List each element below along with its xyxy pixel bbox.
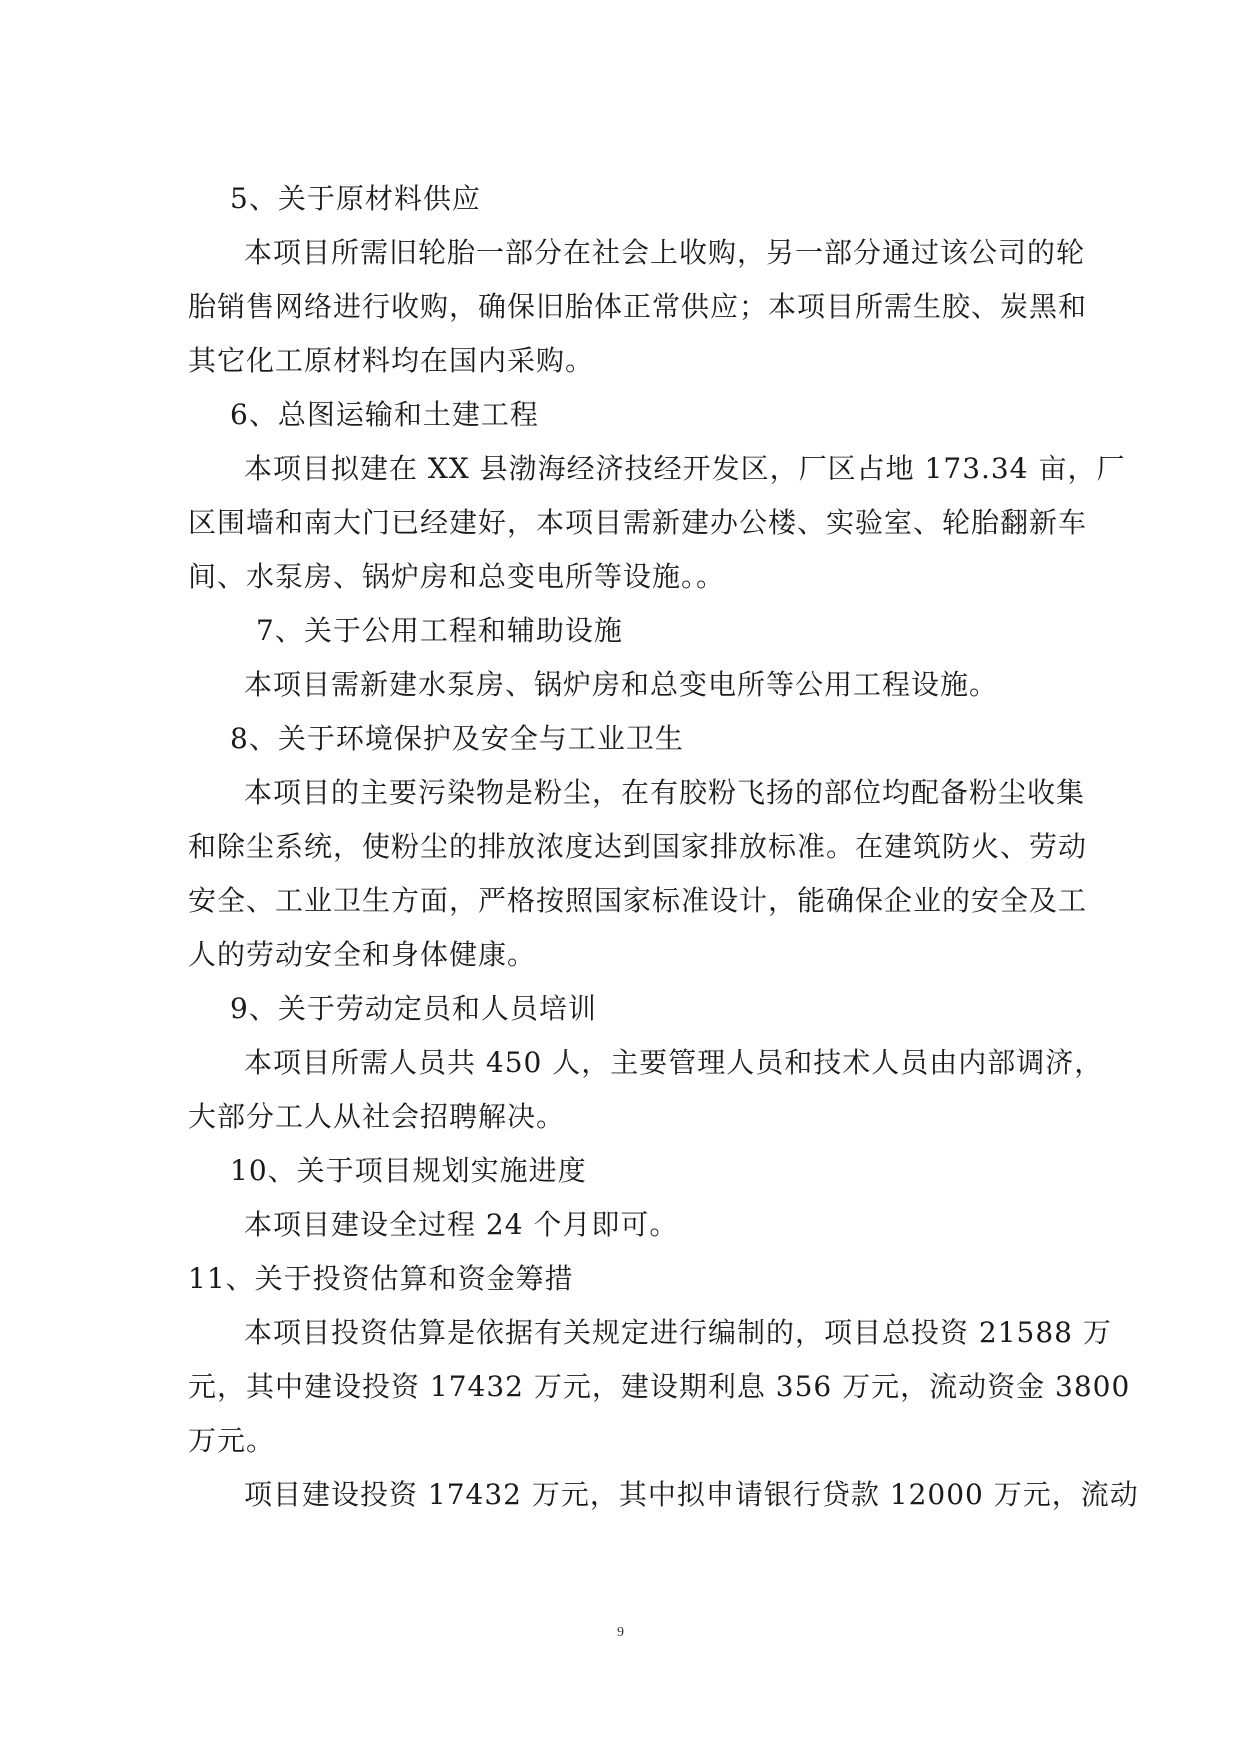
- section-heading-11: 11、关于投资估算和资金筹措: [188, 1262, 574, 1295]
- section-heading-8: 8、关于环境保护及安全与工业卫生: [230, 722, 684, 755]
- section-heading-7: 7、关于公用工程和辅助设施: [256, 614, 623, 647]
- paragraph-line: 和除尘系统，使粉尘的排放浓度达到国家排放标准。在建筑防火、劳动: [188, 830, 1088, 863]
- paragraph-line: 区围墙和南大门已经建好，本项目需新建办公楼、实验室、轮胎翻新车: [188, 506, 1088, 539]
- paragraph-line: 本项目投资估算是依据有关规定进行编制的，项目总投资 21588 万: [244, 1316, 1112, 1349]
- paragraph-line: 本项目需新建水泵房、锅炉房和总变电所等公用工程设施。: [244, 668, 999, 701]
- paragraph-line: 安全、工业卫生方面，严格按照国家标准设计，能确保企业的安全及工: [188, 884, 1088, 917]
- paragraph-line: 项目建设投资 17432 万元，其中拟申请银行贷款 12000 万元，流动: [244, 1478, 1139, 1511]
- paragraph-line: 本项目所需旧轮胎一部分在社会上收购，另一部分通过该公司的轮: [244, 236, 1086, 269]
- section-heading-9: 9、关于劳动定员和人员培训: [230, 992, 597, 1025]
- section-heading-6: 6、总图运输和土建工程: [230, 398, 539, 431]
- paragraph-line: 胎销售网络进行收购，确保旧胎体正常供应；本项目所需生胶、炭黑和: [188, 290, 1088, 323]
- paragraph-line: 本项目的主要污染物是粉尘，在有胶粉飞扬的部位均配备粉尘收集: [244, 776, 1086, 809]
- section-heading-10: 10、关于项目规划实施进度: [230, 1154, 587, 1187]
- paragraph-line: 元，其中建设投资 17432 万元，建设期利息 356 万元，流动资金 3800: [188, 1370, 1131, 1403]
- paragraph-line: 人的劳动安全和身体健康。: [188, 938, 537, 971]
- paragraph-line: 其它化工原材料均在国内采购。: [188, 344, 595, 377]
- page-number: 9: [617, 1625, 624, 1640]
- paragraph-line: 间、水泵房、锅炉房和总变电所等设施。。: [188, 560, 726, 593]
- document-body: [188, 172, 1139, 1522]
- paragraph-line: 本项目所需人员共 450 人，主要管理人员和技术人员由内部调济，: [244, 1046, 1104, 1079]
- paragraph-line: 万元。: [188, 1424, 276, 1457]
- paragraph-line: 本项目拟建在 XX 县渤海经济技经开发区，厂区占地 173.34 亩，厂: [244, 452, 1126, 485]
- paragraph-line: 大部分工人从社会招聘解决。: [188, 1100, 566, 1133]
- section-heading-5: 5、关于原材料供应: [230, 182, 481, 215]
- paragraph-line: 本项目建设全过程 24 个月即可。: [244, 1208, 679, 1241]
